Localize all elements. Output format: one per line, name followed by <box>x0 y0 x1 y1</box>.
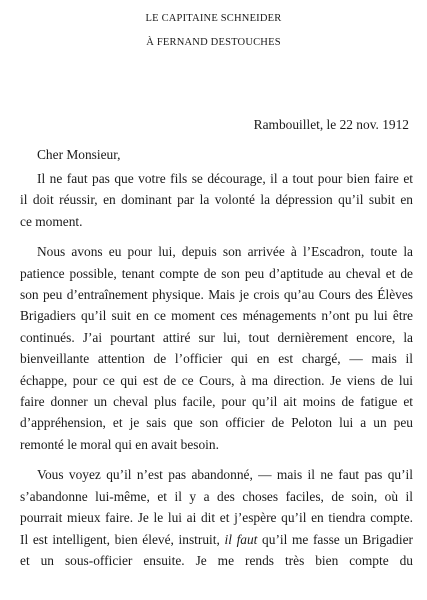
text-line: échappe, pour ce qui est de ce Cours, à ma direction. Je viens de lui <box>20 372 413 388</box>
text-line: Nous avons eu pour lui, depuis son arrivée à l’Escadron, toute la <box>37 244 413 260</box>
text-line: Il ne faut pas que votre fils se décourage, il a tout pour bien faire et <box>37 171 413 186</box>
text-segment: Il est intelligent, bien élevé, instruit, <box>20 531 220 547</box>
text-line: continués. J’ai pourtant attiré sur lui, tout dernièrement encore, la <box>20 329 413 345</box>
text-line: Brigadiers qu’il suit en ce moment ces ménagements n’ont pu lui être <box>20 308 413 324</box>
text-line: Vous voyez qu’il n’est pas abandonné, — mais il ne faut pas qu’il <box>37 467 413 483</box>
letter-recipient-heading: À FERNAND DESTOUCHES <box>146 37 281 48</box>
text-line: et un sous-officier ensuite. Je me rends très bien compte du <box>20 552 413 568</box>
text-line: il doit réussir, en dominant par la volonté la dépression qu’il subit en <box>20 192 413 208</box>
letter-body <box>20 168 413 580</box>
emphasis-text: il faut <box>224 531 258 547</box>
paragraph-3 <box>20 464 413 571</box>
text-line: ce moment. <box>20 213 83 229</box>
text-line: remonté le moral qui en avait besoin. <box>20 436 219 452</box>
letter-author-heading: LE CAPITAINE SCHNEIDER <box>145 13 282 24</box>
paragraph-1 <box>20 168 413 232</box>
paragraph-2 <box>20 241 413 455</box>
text-line: d’appréhension, et je sais que son officier de Peloton lui a un peu <box>20 415 413 431</box>
text-line: pourrait mieux faire. Je le lui ai dit et j’espère qu’il en tiendra compte. <box>20 510 413 526</box>
text-line: son peu d’entraînement physique. Mais je crois qu’au Cours des Élèves <box>20 287 413 303</box>
letter-dateline: Rambouillet, le 22 nov. 1912 <box>253 117 409 132</box>
text-line: s’abandonne lui-même, et il y a des choses faciles, de soin, où il <box>20 488 413 504</box>
text-line-with-emphasis <box>20 529 413 550</box>
text-line: patience possible, tenant compte de son peu d’aptitude au cheval et de <box>20 265 413 281</box>
text-line: bienveillante attention de l’officier qui en est chargé, — mais il <box>20 351 413 367</box>
text-line: faire donner un cheval plus facile, pour qu’il ait moins de fatigue et <box>20 394 413 410</box>
letter-salutation: Cher Monsieur, <box>37 147 121 162</box>
text-segment: qu’il me fasse un Brigadier <box>262 531 413 547</box>
